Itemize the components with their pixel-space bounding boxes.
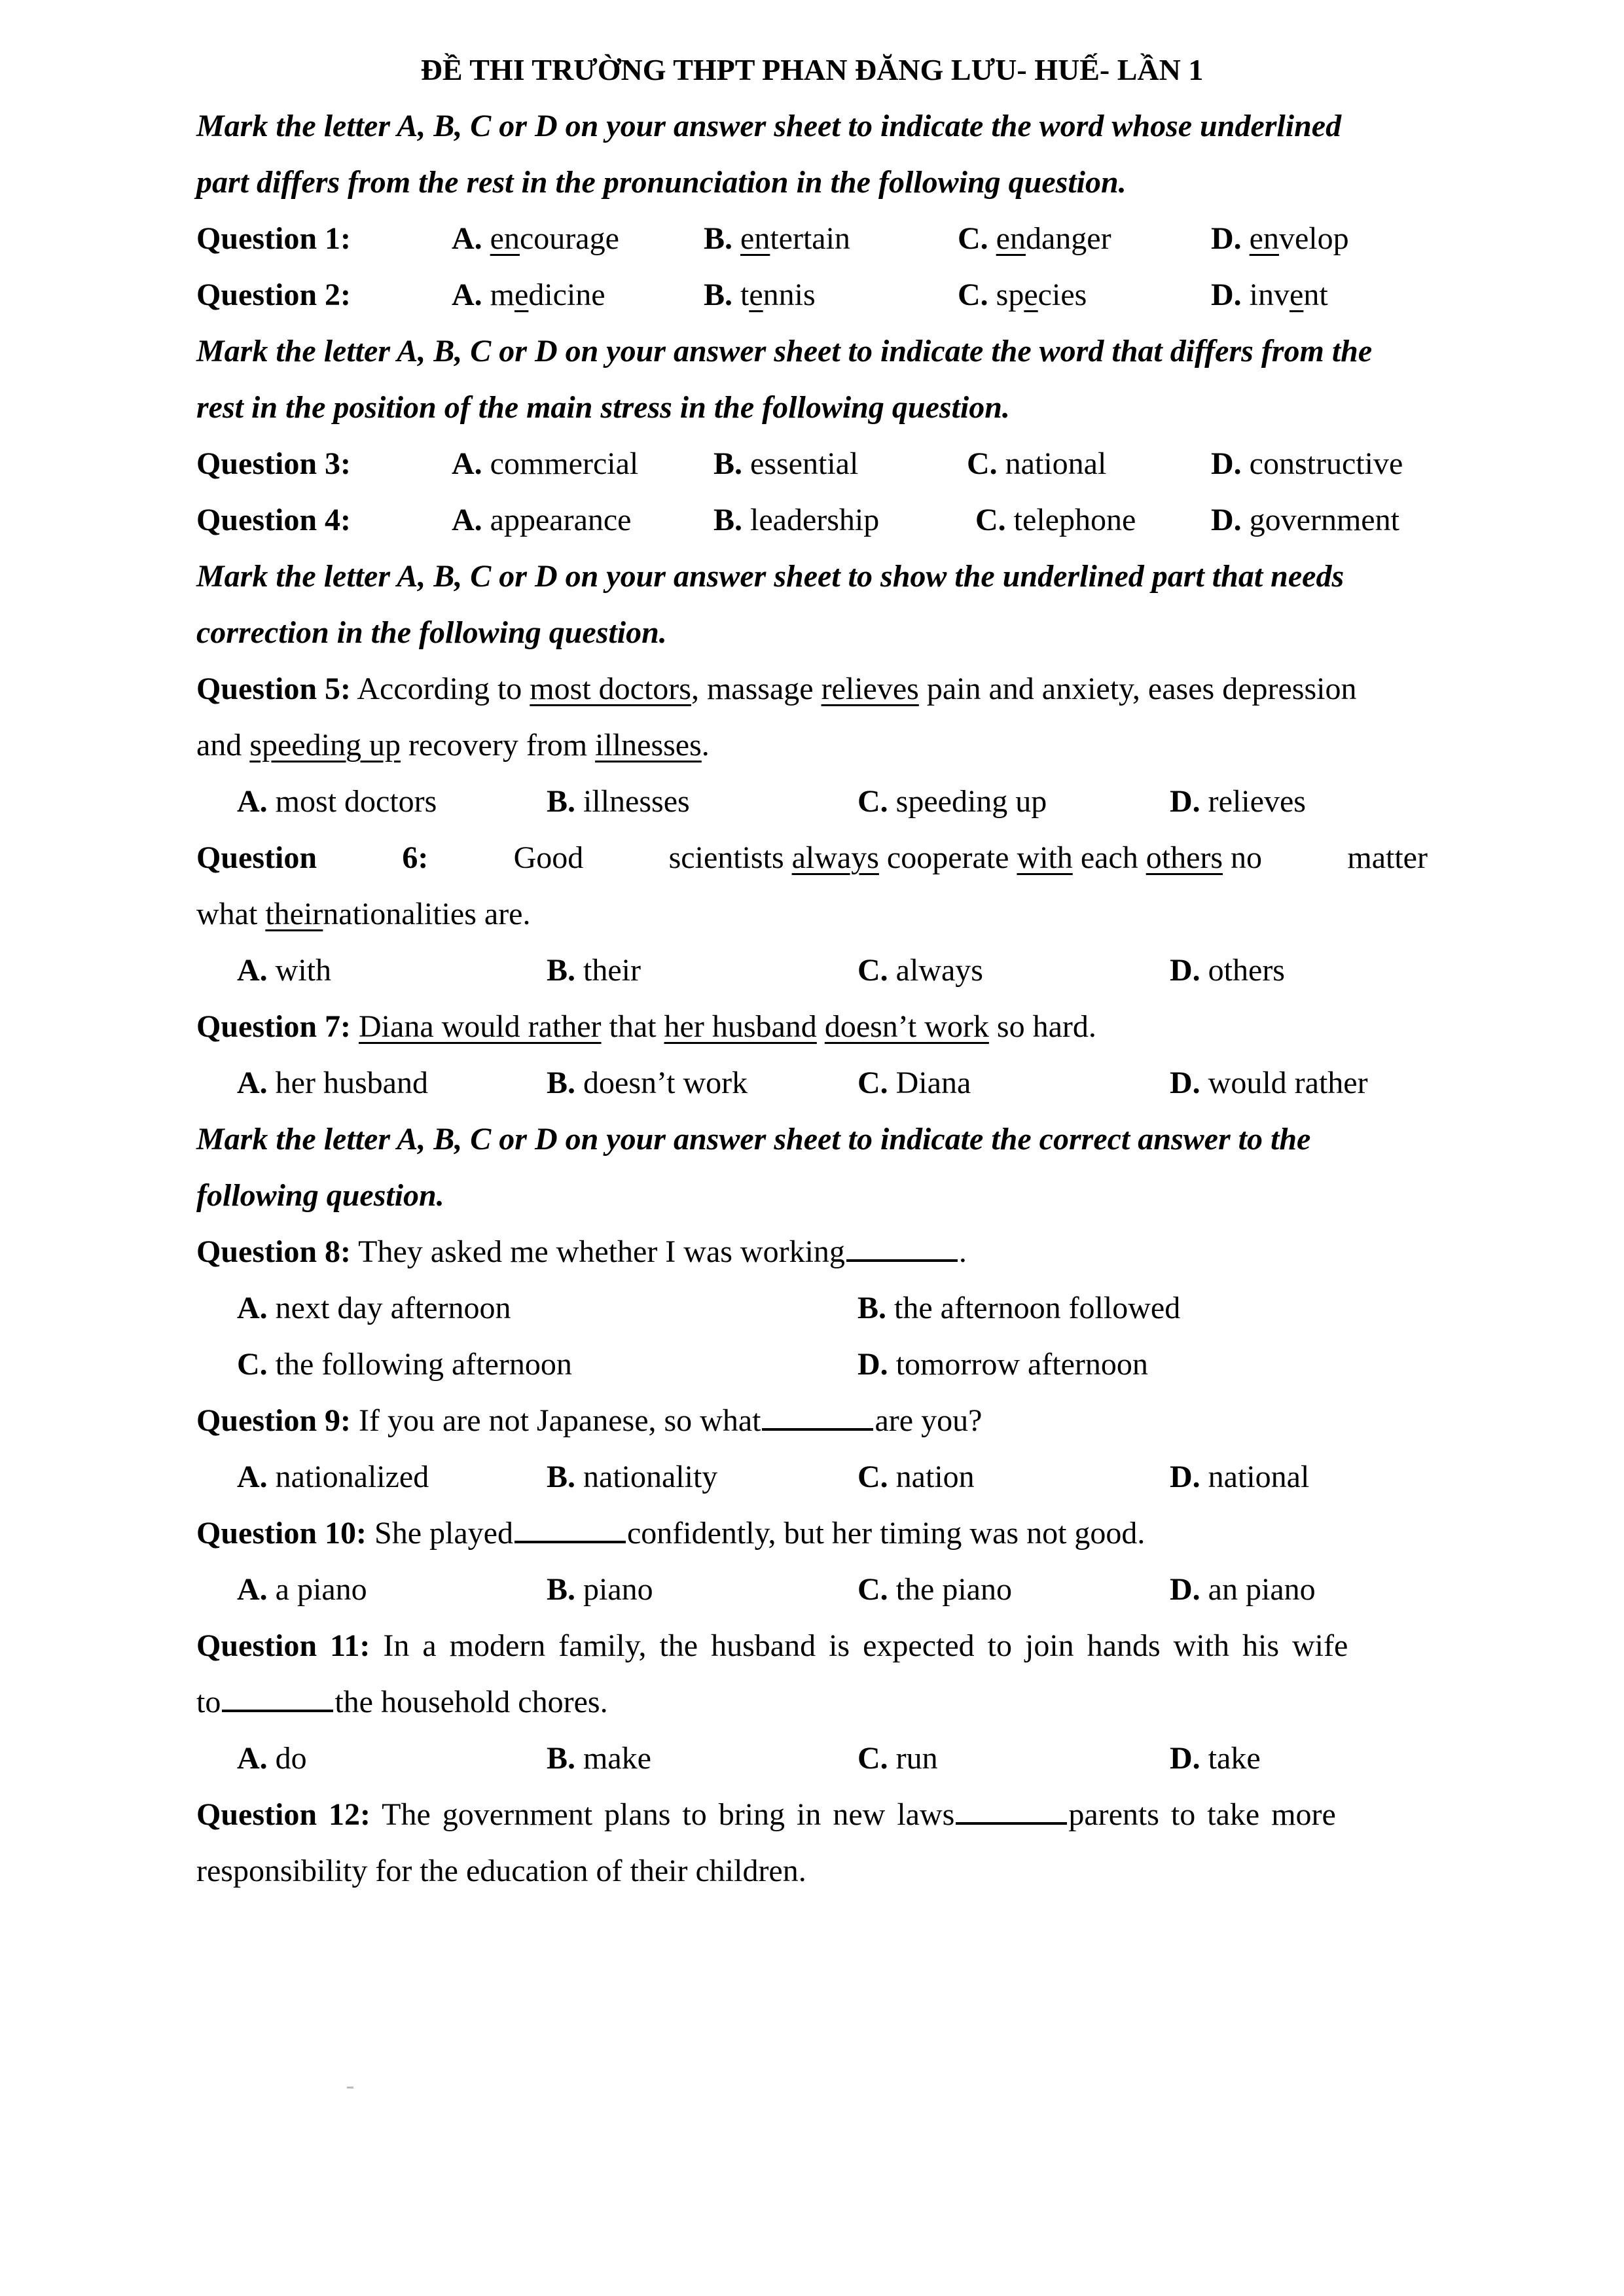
- underlined-part: doesn’t work: [824, 1009, 989, 1044]
- option-c[interactable]: C. the following afternoon: [237, 1347, 572, 1382]
- question-11-stem-line2: to the household chores.: [196, 1685, 608, 1719]
- option-d[interactable]: D. invent: [1211, 278, 1328, 312]
- instruction-correct-answer-line2: following question.: [196, 1178, 444, 1213]
- option-c[interactable]: C. speeding up: [857, 784, 1047, 819]
- option-d[interactable]: D. others: [1170, 953, 1285, 988]
- question-8-stem: Question 8: They asked me whether I was working .: [196, 1234, 967, 1269]
- option-a[interactable]: A. a piano: [237, 1572, 367, 1607]
- question-5-options: [196, 774, 1428, 830]
- option-a[interactable]: A. commercial: [452, 446, 639, 481]
- option-d[interactable]: D. relieves: [1170, 784, 1306, 819]
- option-c[interactable]: C. run: [857, 1741, 938, 1776]
- question-10-options: [196, 1562, 1428, 1618]
- underlined-part: speeding up: [249, 728, 401, 762]
- option-b[interactable]: B. leadership: [713, 503, 880, 537]
- question-label: Question 8:: [196, 1234, 352, 1269]
- option-b[interactable]: B. piano: [547, 1572, 653, 1607]
- option-c[interactable]: C. endanger: [958, 221, 1111, 256]
- instruction-stress-line2: rest in the position of the main stress in the following question.: [196, 390, 1010, 425]
- underlined-part: her husband: [664, 1009, 817, 1044]
- underlined-part: others: [1146, 840, 1223, 875]
- question-1: [196, 211, 1428, 267]
- question-label: Question 11:: [196, 1628, 370, 1663]
- option-c[interactable]: C. always: [857, 953, 983, 988]
- option-a[interactable]: A. appearance: [452, 503, 632, 537]
- question-8-options-row1: [196, 1280, 1428, 1336]
- option-d[interactable]: D. would rather: [1170, 1066, 1368, 1100]
- instruction-correction-line2: correction in the following question.: [196, 615, 667, 650]
- underlined-part: Diana would rather: [359, 1009, 602, 1044]
- option-c[interactable]: C. species: [958, 278, 1087, 312]
- option-d[interactable]: D. national: [1170, 1460, 1310, 1494]
- question-label: Question 7:: [196, 1009, 352, 1044]
- instruction-pronunciation-line1: Mark the letter A, B, C or D on your answer sheet to indicate the word whose underlined: [196, 109, 1342, 143]
- question-9-stem: Question 9: If you are not Japanese, so what are you?: [196, 1403, 983, 1438]
- option-b[interactable]: B. make: [547, 1741, 651, 1776]
- option-a[interactable]: A. with: [237, 953, 332, 988]
- question-label: Question 12:: [196, 1797, 371, 1832]
- option-a[interactable]: A. encourage: [452, 221, 619, 256]
- option-a[interactable]: A. nationalized: [237, 1460, 429, 1494]
- question-label: Question 3:: [196, 446, 352, 481]
- instruction-stress-line1: Mark the letter A, B, C or D on your answer sheet to indicate the word that differs from the: [196, 334, 1373, 368]
- question-8-options-row2: [196, 1336, 1428, 1393]
- answer-blank: [762, 1402, 873, 1431]
- question-number: 6:: [402, 840, 429, 875]
- option-a[interactable]: A. most doctors: [237, 784, 437, 819]
- instruction-correction-line1: Mark the letter A, B, C or D on your answer sheet to show the underlined part that needs: [196, 559, 1344, 594]
- question-11-options: [196, 1731, 1428, 1787]
- option-b[interactable]: B. illnesses: [547, 784, 690, 819]
- option-d[interactable]: D. constructive: [1211, 446, 1403, 481]
- question-6-stem-line1: Question 6: Good scientists always cooperate with each others no matter: [196, 830, 1428, 886]
- option-d[interactable]: D. take: [1170, 1741, 1261, 1776]
- question-6-options: [196, 942, 1428, 999]
- question-3: [196, 436, 1428, 492]
- option-b[interactable]: B. doesn’t work: [547, 1066, 748, 1100]
- question-4: [196, 492, 1428, 548]
- question-label: Question 10:: [196, 1516, 367, 1551]
- question-label: Question 5:: [196, 672, 352, 706]
- answer-blank: [956, 1796, 1067, 1825]
- option-a[interactable]: A. medicine: [452, 278, 605, 312]
- option-c[interactable]: C. national: [967, 446, 1107, 481]
- option-c[interactable]: C. the piano: [857, 1572, 1012, 1607]
- question-5-stem-line2: and speeding up recovery from illnesses.: [196, 728, 710, 762]
- question-label: Question 9:: [196, 1403, 352, 1438]
- scan-artifact-mark: [347, 2087, 353, 2089]
- question-11-stem-line1: Question 11: In a modern family, the husband is expected to join hands with his wife: [196, 1628, 1348, 1663]
- underlined-part: relieves: [821, 672, 919, 706]
- underlined-part: always: [791, 840, 879, 875]
- option-a[interactable]: A. do: [237, 1741, 307, 1776]
- underlined-part: most doctors: [530, 672, 691, 706]
- option-c[interactable]: C. nation: [857, 1460, 975, 1494]
- instruction-correct-answer-line1: Mark the letter A, B, C or D on your answer sheet to indicate the correct answer to the: [196, 1122, 1311, 1157]
- underlined-part: illnesses: [595, 728, 702, 762]
- question-7-stem: Question 7: Diana would rather that her husband doesn’t work so hard.: [196, 1009, 1096, 1044]
- option-b[interactable]: B. nationality: [547, 1460, 718, 1494]
- option-b[interactable]: B. essential: [713, 446, 859, 481]
- question-7-options: [196, 1055, 1428, 1111]
- underlined-part: with: [1017, 840, 1073, 875]
- question-12-stem-line1: Question 12: The government plans to bring in new laws parents to take more: [196, 1797, 1336, 1832]
- question-9-options: [196, 1449, 1428, 1505]
- underlined-part: their: [265, 897, 323, 931]
- option-c[interactable]: C. Diana: [857, 1066, 971, 1100]
- question-label: Question 1:: [196, 221, 352, 256]
- option-d[interactable]: D. government: [1211, 503, 1399, 537]
- question-label: Question: [196, 840, 317, 875]
- option-a[interactable]: A. her husband: [237, 1066, 428, 1100]
- question-label: Question 4:: [196, 503, 352, 537]
- option-b[interactable]: B. tennis: [704, 278, 816, 312]
- question-label: Question 2:: [196, 278, 352, 312]
- question-12-stem-line2: responsibility for the education of their children.: [196, 1854, 806, 1888]
- instruction-pronunciation-line2: part differs from the rest in the pronunciation in the following question.: [196, 165, 1127, 200]
- answer-blank: [846, 1233, 958, 1262]
- answer-blank: [514, 1515, 626, 1543]
- page-title: ĐỀ THI TRƯỜNG THPT PHAN ĐĂNG LƯU- HUẾ- LẦN 1: [420, 53, 1204, 86]
- answer-blank: [222, 1683, 333, 1712]
- question-10-stem: Question 10: She played confidently, but her timing was not good.: [196, 1516, 1146, 1551]
- question-5-stem-line1: Question 5: According to most doctors, massage relieves pain and anxiety, eases depression: [196, 672, 1357, 706]
- option-a[interactable]: A. next day afternoon: [237, 1291, 511, 1325]
- option-d[interactable]: D. tomorrow afternoon: [857, 1347, 1148, 1382]
- question-2: [196, 267, 1428, 323]
- option-d[interactable]: D. envelop: [1211, 221, 1349, 256]
- option-b[interactable]: B. entertain: [704, 221, 850, 256]
- option-d[interactable]: D. an piano: [1170, 1572, 1316, 1607]
- question-6-stem-line2: what theirnationalities are.: [196, 897, 531, 931]
- option-b[interactable]: B. their: [547, 953, 641, 988]
- option-b[interactable]: B. the afternoon followed: [857, 1291, 1181, 1325]
- option-c[interactable]: C. telephone: [975, 503, 1136, 537]
